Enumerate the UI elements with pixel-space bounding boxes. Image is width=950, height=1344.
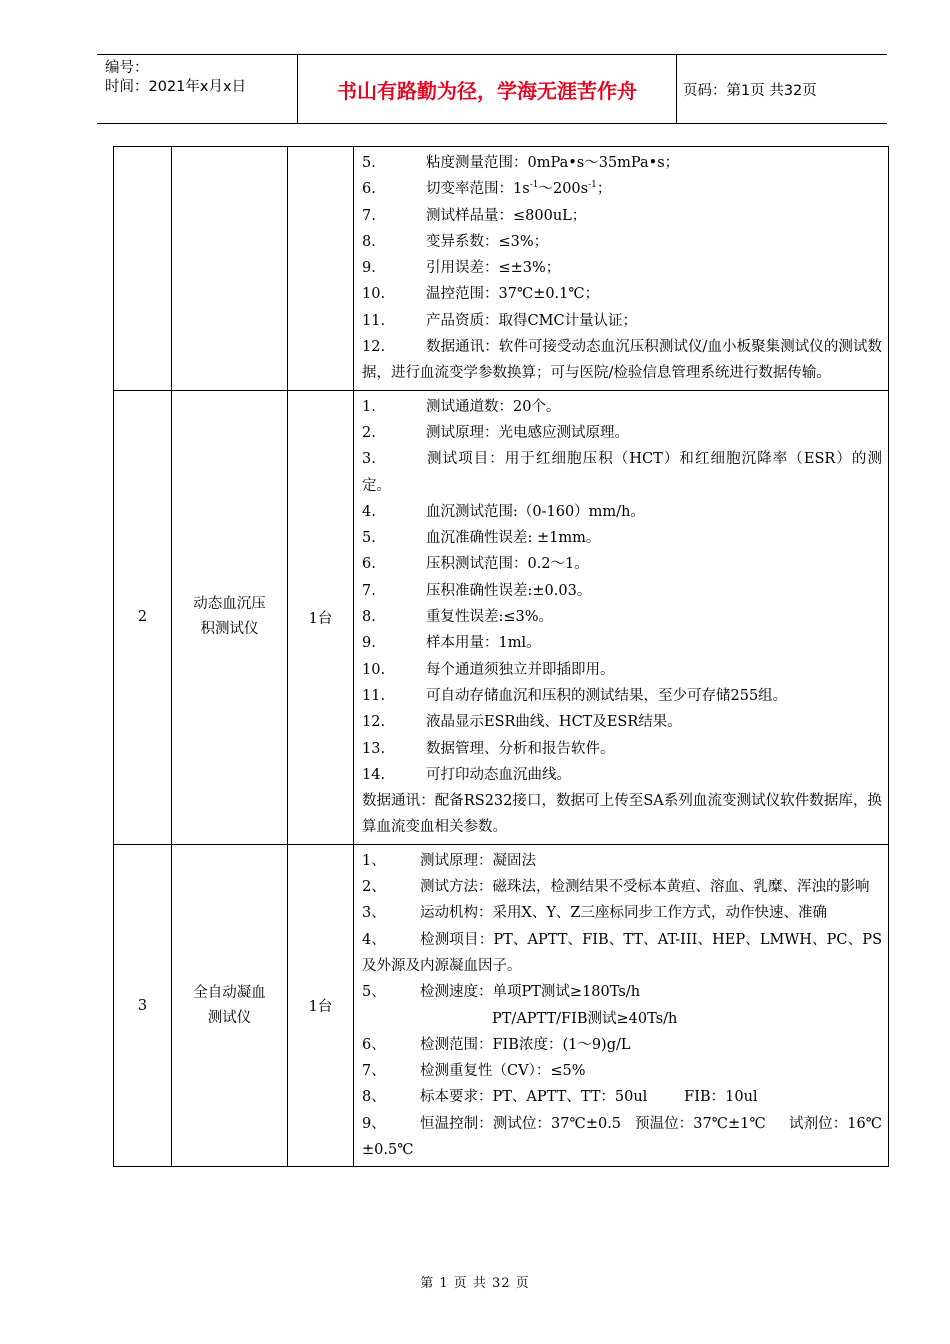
spec-line [362, 1058, 882, 1084]
spec-line [362, 874, 882, 900]
spec-line [362, 709, 882, 735]
spec-line-number: 9. [362, 635, 376, 652]
spec-line-number: 7、 [362, 1063, 386, 1080]
spec-line-number: 11. [362, 312, 386, 329]
spec-line-number: 2. [362, 424, 376, 441]
spec-line-number: 6. [362, 181, 376, 198]
spec-table-body [114, 147, 889, 1167]
spec-line-number: 8、 [362, 1089, 386, 1106]
spec-line [362, 308, 882, 334]
item-name-cell [172, 844, 288, 1167]
spec-line-number: 5、 [362, 984, 386, 1001]
spec-line [362, 736, 882, 762]
page-header [97, 54, 887, 124]
spec-line-number: 3、 [362, 905, 386, 922]
spec-line-number: 5. [362, 530, 376, 547]
item-number-cell [114, 147, 172, 391]
table-row [114, 390, 889, 844]
spec-line [362, 420, 882, 446]
header-meta [105, 59, 246, 97]
spec-line [362, 446, 882, 499]
spec-line-number: 8. [362, 233, 376, 250]
item-number-cell: 3 [114, 844, 172, 1167]
spec-line [362, 927, 882, 980]
spec-line [362, 848, 882, 874]
spec-table [113, 146, 889, 1167]
item-name-line: 动态血沉压 [193, 596, 266, 613]
spec-line-text: 重复性误差:≤3%。 [426, 609, 554, 626]
spec-line-text: 数据管理、分析和报告软件。 [426, 740, 615, 757]
item-quantity-cell: 1台 [288, 844, 354, 1167]
spec-line-text: 数据通讯：软件可接受动态血沉压积测试仪/血小板聚集测试仪的测试数据，进行血流变学参数换算；可与医院/检验信息管理系统进行数据传输。 [362, 339, 882, 382]
spec-line-text: 检测速度：单项PT测试≥180Ts/h [420, 984, 641, 1001]
item-name-cell [172, 390, 288, 844]
doc-time-label: 时间：2021年x月x日 [105, 79, 247, 95]
spec-line [362, 1084, 882, 1110]
spec-line-number: 6、 [362, 1036, 386, 1053]
spec-line [362, 900, 882, 926]
spec-line-number: 9、 [362, 1115, 386, 1132]
spec-line-number: 13. [362, 740, 386, 757]
spec-line-text: 粘度测量范围：0mPa•s～35mPa•s； [426, 155, 680, 171]
spec-line [362, 762, 882, 788]
spec-line-number: 11. [362, 687, 386, 704]
spec-line-text: 运动机构：采用X、Y、Z三座标同步工作方式，动作快速、准确 [420, 905, 827, 922]
table-row [114, 844, 889, 1167]
spec-line [362, 551, 882, 577]
item-spec-cell [354, 844, 889, 1167]
spec-line [362, 176, 882, 202]
spec-line [362, 255, 882, 281]
spec-line-number: 7. [362, 207, 376, 224]
page-footer: 第 1 页 共 32 页 [420, 1276, 530, 1291]
spec-line-number: 6. [362, 556, 376, 573]
spec-line-text: 液晶显示ESR曲线、HCT及ESR结果。 [426, 714, 682, 731]
header-page-label: 页码：第1页 共32页 [683, 82, 817, 99]
spec-line [362, 1032, 882, 1058]
doc-number-label: 编号： [105, 60, 149, 76]
item-quantity-cell [288, 147, 354, 391]
table-row [114, 147, 889, 391]
item-spec-cell [354, 147, 889, 391]
spec-line [362, 525, 882, 551]
spec-line-text: 测试方法：磁珠法，检测结果不受标本黄疸、溶血、乳糜、浑浊的影响 [420, 879, 870, 896]
spec-line [362, 578, 882, 604]
spec-line-number: 1、 [362, 852, 386, 869]
spec-line-text: 测试原理：光电感应测试原理。 [426, 424, 629, 441]
spec-line-text: 变异系数：≤3%； [426, 233, 549, 250]
spec-line-text: PT/APTT/FIB测试≥40Ts/h [492, 1010, 678, 1027]
spec-line [362, 499, 882, 525]
item-name-line: 全自动凝血 [193, 984, 266, 1001]
spec-line-text: 压积准确性误差:±0.03。 [426, 582, 592, 599]
item-name-line: 测试仪 [207, 1009, 252, 1026]
spec-line-text: 检测项目：PT、APTT、FIB、TT、AT-III、HEP、LMWH、PC、PS及外源及内源凝血因子。 [362, 931, 882, 974]
spec-line [362, 683, 882, 709]
spec-line [362, 150, 882, 176]
spec-line-number: 10. [362, 286, 386, 303]
spec-line-number: 9. [362, 260, 376, 277]
item-name-line: 积测试仪 [200, 621, 259, 638]
spec-line-text: 产品资质：取得CMC计量认证； [426, 312, 638, 329]
spec-line [362, 394, 882, 420]
item-spec-cell [354, 390, 889, 844]
spec-line-text: 血沉测试范围:（0-160）mm/h。 [426, 503, 645, 520]
spec-line [362, 657, 882, 683]
spec-line-text: 切变率范围：$1s^{-1}\sim 200s^{-1}$； [426, 180, 612, 198]
spec-line [362, 334, 882, 387]
header-motto: 书山有路勤为径，学海无涯苦作舟 [337, 78, 637, 103]
spec-line-text: 测试原理：凝固法 [420, 852, 536, 869]
spec-line-number: 5. [362, 155, 376, 171]
spec-line-text: 可自动存储血沉和压积的测试结果，至少可存储255组。 [426, 687, 788, 704]
spec-line-number: 1. [362, 398, 376, 415]
spec-line-text: 测试样品量：≤800uL； [426, 207, 587, 224]
spec-line-number: 12. [362, 714, 386, 731]
spec-line-number: 14. [362, 766, 386, 783]
spec-line [362, 1111, 882, 1164]
spec-line-number: 10. [362, 661, 386, 678]
item-name-cell [172, 147, 288, 391]
spec-line [362, 229, 882, 255]
header-divider [676, 55, 677, 123]
spec-line-number: 2、 [362, 879, 386, 896]
spec-line [362, 604, 882, 630]
spec-line-number: 7. [362, 582, 376, 599]
item-quantity-cell: 1台 [288, 390, 354, 844]
spec-line [362, 281, 882, 307]
spec-line-text: 标本要求：PT、APTT、TT：50ul FIB：10ul [420, 1089, 758, 1106]
spec-line-text: 可打印动态血沉曲线。 [426, 766, 571, 783]
item-number-cell: 2 [114, 390, 172, 844]
spec-line-text: 检测范围：FIB浓度：(1～9)g/L [420, 1036, 631, 1053]
spec-line [362, 788, 882, 841]
spec-line [362, 979, 882, 1005]
spec-line [362, 1006, 882, 1032]
spec-line-text: 检测重复性（CV）：≤5% [420, 1063, 586, 1080]
spec-line [362, 630, 882, 656]
spec-line-text: 压积测试范围：0.2～1。 [426, 556, 589, 573]
spec-line-number: 3. [362, 451, 376, 468]
spec-line-text: 温控范围：37℃±0.1℃； [426, 286, 600, 303]
spec-line-text: 每个通道须独立并即插即用。 [426, 661, 615, 678]
spec-line-text: 血沉准确性误差: ±1mm。 [426, 530, 601, 547]
spec-line-text: 数据通讯：配备RS232接口，数据可上传至SA系列血流变测试仪软件数据库，换算血流变血相关参数。 [362, 793, 882, 836]
spec-line-text: 测试项目：用于红细胞压积（HCT）和红细胞沉降率（ESR）的测定。 [362, 451, 882, 494]
spec-line [362, 203, 882, 229]
spec-line-text: 样本用量：1ml。 [426, 635, 541, 652]
spec-line-number: 12. [362, 339, 386, 356]
spec-line-number: 4. [362, 503, 376, 520]
spec-line-number: 4、 [362, 931, 386, 948]
spec-line-text: 测试通道数：20个。 [426, 398, 561, 415]
spec-line-text: 引用误差：≤±3%； [426, 260, 561, 277]
spec-line-number: 8. [362, 609, 376, 626]
spec-line-text: 恒温控制：测试位：37℃±0.5 预温位：37℃±1℃ 试剂位：16℃±0.5℃ [362, 1115, 882, 1158]
